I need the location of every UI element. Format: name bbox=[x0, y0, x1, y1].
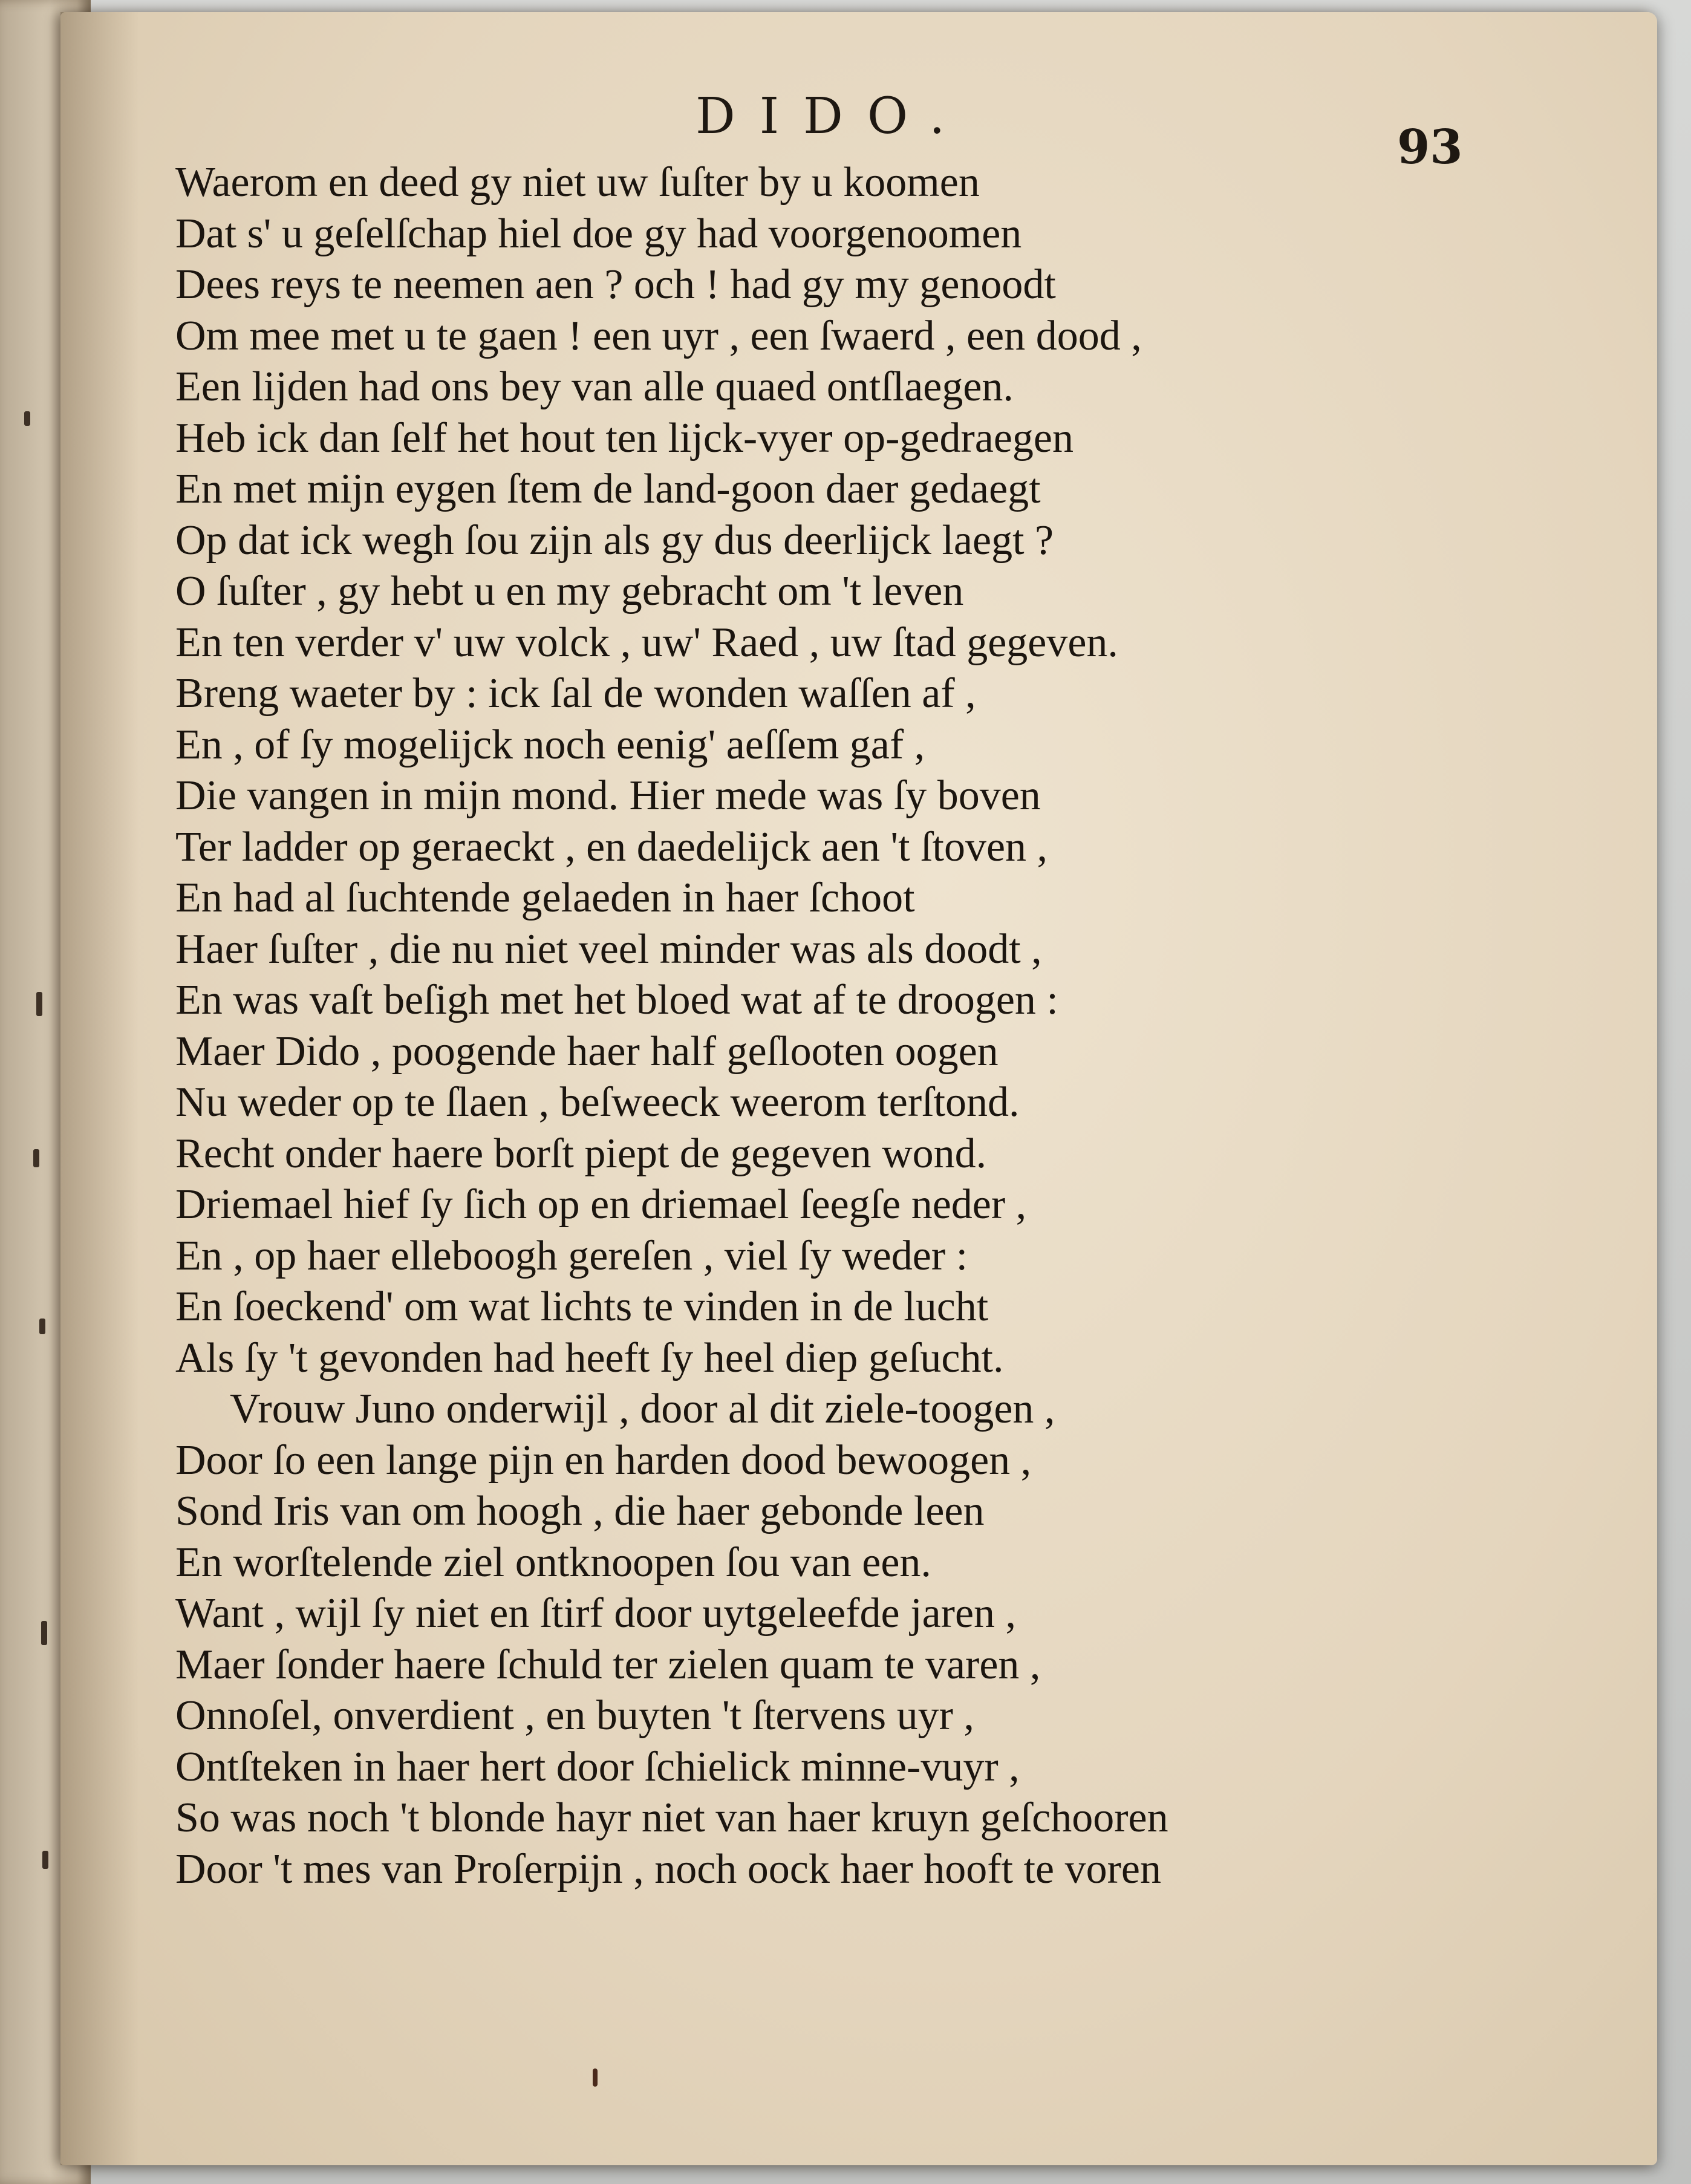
verse-line: Breng waeter by : ick ſal de wonden waſſen af , bbox=[175, 670, 976, 717]
page-number: 93 bbox=[1397, 120, 1463, 175]
verse-line: Onnoſel, onverdient , en buyten 't ſtervens uyr , bbox=[175, 1692, 974, 1739]
binding-mark bbox=[42, 1851, 48, 1869]
verse-line: En ſoeckend' om wat lichts te vinden in de lucht bbox=[175, 1283, 989, 1330]
verse-line: So was noch 't blonde hayr niet van haer kruyn geſchooren bbox=[175, 1794, 1168, 1841]
verse-line: Op dat ick wegh ſou zijn als gy dus deerlijck laegt ? bbox=[175, 517, 1054, 564]
verse-line: Driemael hief ſy ſich op en driemael ſeegſe neder , bbox=[175, 1181, 1027, 1228]
binding-mark bbox=[24, 411, 30, 426]
verse-line: Door ſo een lange pijn en harden dood bewoogen , bbox=[175, 1436, 1032, 1484]
ink-speck bbox=[593, 2068, 598, 2087]
verse-line: En , op haer elleboogh gereſen , viel ſy weder : bbox=[175, 1232, 968, 1279]
verse-line: Dat s' u geſelſchap hiel doe gy had voorgenoomen bbox=[175, 210, 1022, 257]
verse-line: Ter ladder op geraeckt , en daedelijck aen 't ſtoven , bbox=[175, 823, 1048, 870]
verse-line: En ten verder v' uw volck , uw' Raed , uw ſtad gegeven. bbox=[175, 619, 1118, 666]
verse-line: Heb ick dan ſelf het hout ten lijck-vyer op-gedraegen bbox=[175, 414, 1074, 461]
verse-line: Waerom en deed gy niet uw ſuſter by u koomen bbox=[175, 159, 980, 206]
verse-line: En had al ſuchtende gelaeden in haer ſchoot bbox=[175, 875, 915, 921]
verse-line: En , of ſy mogelijck noch eenig' aeſſem gaf , bbox=[175, 721, 925, 768]
verse-line: Nu weder op te ſlaen , beſweeck weerom terſtond. bbox=[175, 1079, 1020, 1126]
verse-line: Maer Dido , poogende haer half geſlooten oogen bbox=[175, 1028, 999, 1075]
verse-line: Om mee met u te gaen ! een uyr , een ſwaerd , een dood , bbox=[175, 312, 1142, 359]
verse-line: Die vangen in mijn mond. Hier mede was ſy boven bbox=[175, 772, 1041, 819]
verse-line: Sond Iris van om hoogh , die haer gebonde leen bbox=[175, 1488, 985, 1534]
verse-line: En worſtelende ziel ontknoopen ſou van een. bbox=[175, 1539, 931, 1586]
verse-line: Haer ſuſter , die nu niet veel minder was als doodt , bbox=[175, 925, 1042, 973]
verse-line: Maer ſonder haere ſchuld ter zielen quam te varen , bbox=[175, 1641, 1041, 1688]
verse-line: Als ſy 't gevonden had heeft ſy heel diep geſucht. bbox=[175, 1334, 1004, 1381]
book-page bbox=[60, 12, 1657, 2165]
verse-line: En met mijn eygen ſtem de land-goon daer gedaegt bbox=[175, 466, 1041, 512]
verse-line: Dees reys te neemen aen ? och ! had gy my genoodt bbox=[175, 261, 1056, 308]
verse-line: Een lijden had ons bey van alle quaed ontſlaegen. bbox=[175, 363, 1014, 410]
verse-line: Vrouw Juno onderwijl , door al dit ziele-toogen , bbox=[230, 1386, 1055, 1432]
verse-line: Ontſteken in haer hert door ſchielick minne-vuyr , bbox=[175, 1743, 1020, 1790]
running-title: DIDO. bbox=[696, 88, 969, 145]
verse-line: Want , wijl ſy niet en ſtirf door uytgeleefde jaren , bbox=[175, 1590, 1017, 1637]
verse-line: Door 't mes van Proſerpijn , noch oock haer hooft te voren bbox=[175, 1845, 1161, 1892]
verse-text-block bbox=[175, 157, 1458, 1895]
binding-mark bbox=[41, 1621, 47, 1645]
binding-mark bbox=[36, 992, 42, 1016]
binding-mark bbox=[33, 1149, 39, 1167]
verse-line: En was vaſt beſigh met het bloed wat af te droogen : bbox=[175, 977, 1058, 1023]
gutter-shadow bbox=[60, 12, 139, 2165]
binding-mark bbox=[39, 1319, 45, 1334]
verse-line: Recht onder haere borſt piept de gegeven wond. bbox=[175, 1130, 987, 1177]
verse-line: O ſuſter , gy hebt u en my gebracht om 't leven bbox=[175, 568, 964, 614]
